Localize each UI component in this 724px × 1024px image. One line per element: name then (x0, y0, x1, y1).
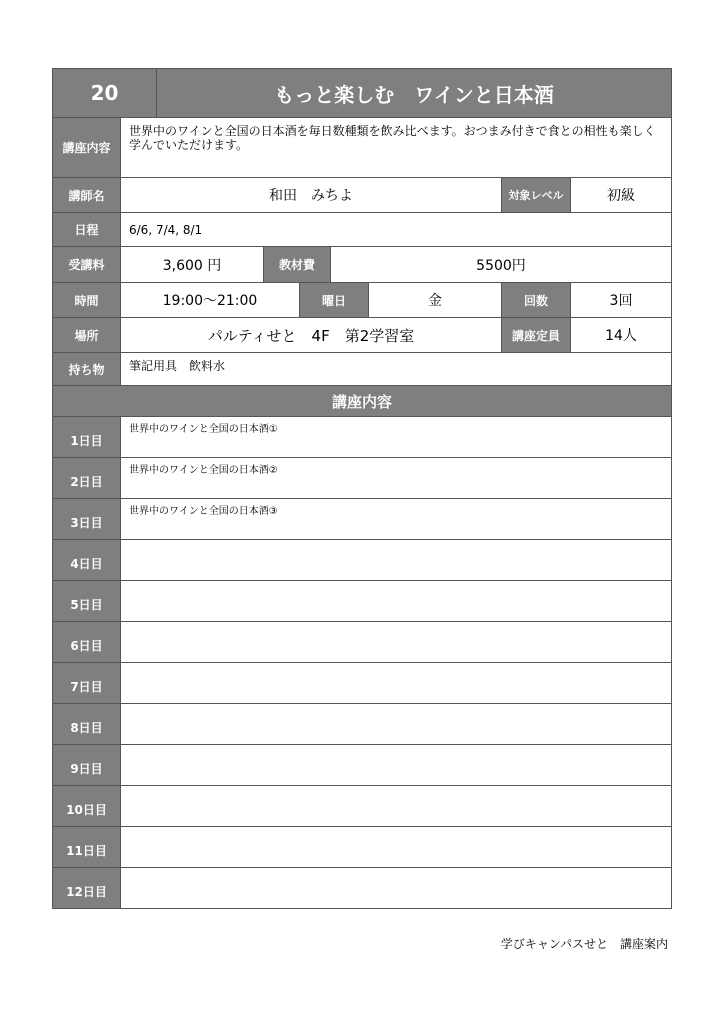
day-label: 8日目 (53, 704, 121, 744)
schedule-label: 日程 (53, 213, 121, 246)
belongings-value: 筆記用具 飲料水 (129, 359, 226, 373)
day-row (52, 786, 672, 827)
course-sheet (52, 68, 672, 909)
content-heading: 講座内容 (53, 386, 671, 416)
title-row (52, 68, 672, 118)
day-row (52, 417, 672, 458)
day-row (52, 868, 672, 909)
course-number: 20 (53, 69, 157, 117)
day-content: 世界中のワインと全国の日本酒① (129, 424, 278, 435)
day-row (52, 704, 672, 745)
day-label: 1日目 (53, 417, 121, 457)
count-value: 3回 (609, 293, 633, 309)
capacity-label: 講座定員 (501, 318, 571, 352)
tuition-label: 受講料 (53, 247, 121, 282)
day-content (121, 622, 671, 662)
day-row (52, 745, 672, 786)
weekday-value: 金 (428, 293, 442, 309)
day-label: 9日目 (53, 745, 121, 785)
tuition-value: 3,600 円 (162, 257, 222, 274)
day-label: 11日目 (53, 827, 121, 867)
day-row (52, 499, 672, 540)
day-list (52, 417, 672, 909)
day-content (121, 868, 671, 908)
day-row (52, 540, 672, 581)
day-content: 世界中のワインと全国の日本酒② (129, 465, 278, 476)
summary-label: 講座内容 (53, 118, 121, 177)
day-label: 7日目 (53, 663, 121, 703)
time-row (52, 283, 672, 318)
day-row (52, 458, 672, 499)
weekday-label: 曜日 (299, 283, 369, 317)
course-title: もっと楽しむ ワインと日本酒 (157, 69, 671, 117)
place-label: 場所 (53, 318, 121, 352)
belongings-row (52, 353, 672, 386)
place-row (52, 318, 672, 353)
summary-row (52, 118, 672, 178)
capacity-value: 14人 (605, 328, 637, 344)
time-label: 時間 (53, 283, 121, 317)
day-label: 6日目 (53, 622, 121, 662)
belongings-label: 持ち物 (53, 353, 121, 385)
day-label: 4日目 (53, 540, 121, 580)
schedule-row (52, 213, 672, 247)
day-content (121, 663, 671, 703)
day-content (121, 540, 671, 580)
instructor-name: 和田 みちよ (269, 188, 353, 204)
schedule-dates: 6/6, 7/4, 8/1 (129, 222, 203, 237)
day-content (121, 704, 671, 744)
summary-text: 世界中のワインと全国の日本酒を毎日数種類を飲み比べます。おつまみ付きで食との相性も楽しく学んでいただけます。 (129, 124, 656, 152)
day-label: 3日目 (53, 499, 121, 539)
time-value: 19:00～21:00 (162, 293, 258, 309)
day-content (121, 786, 671, 826)
day-label: 12日目 (53, 868, 121, 908)
instructor-label: 講師名 (53, 178, 121, 212)
day-content (121, 827, 671, 867)
day-label: 2日目 (53, 458, 121, 498)
level-label: 対象レベル (501, 178, 571, 212)
day-row (52, 827, 672, 868)
fees-row (52, 247, 672, 283)
day-content (121, 745, 671, 785)
day-row (52, 581, 672, 622)
day-content: 世界中のワインと全国の日本酒③ (129, 506, 278, 517)
level-value: 初級 (607, 188, 635, 204)
day-row (52, 663, 672, 704)
content-heading-row (52, 386, 672, 417)
instructor-row (52, 178, 672, 213)
footer-text: 学びキャンパスせと 講座案内 (500, 937, 668, 951)
day-row (52, 622, 672, 663)
day-content (121, 581, 671, 621)
material-label: 教材費 (263, 247, 331, 282)
count-label: 回数 (501, 283, 571, 317)
day-label: 10日目 (53, 786, 121, 826)
day-label: 5日目 (53, 581, 121, 621)
place-value: パルティせと 4F 第2学習室 (207, 326, 415, 345)
material-value: 5500円 (476, 257, 526, 274)
